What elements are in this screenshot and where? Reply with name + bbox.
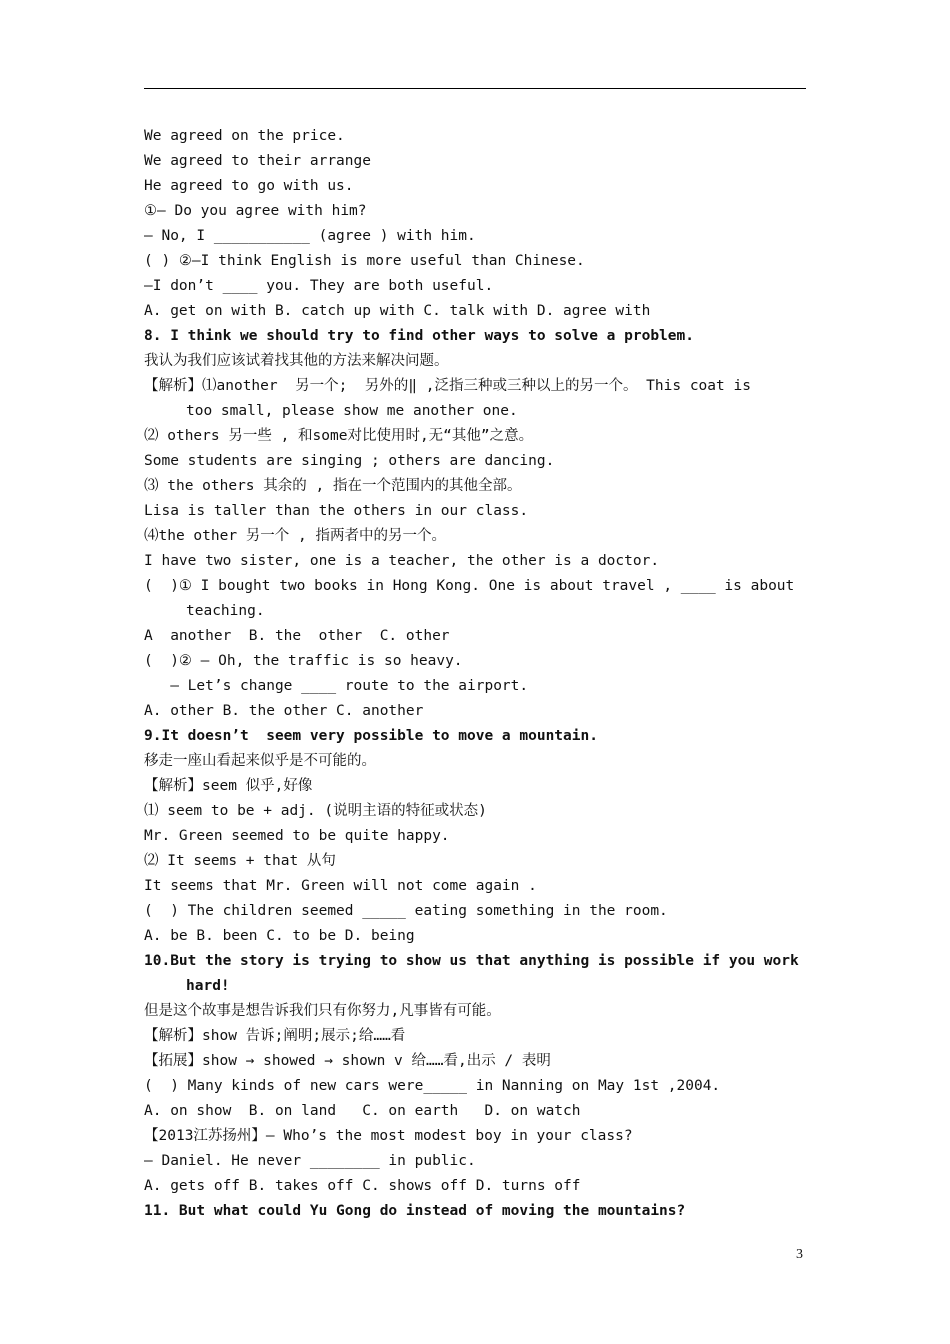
text-line: ⑵ It seems + that 从句: [144, 853, 336, 869]
text-line: We agreed on the price.: [144, 128, 345, 144]
text-line: ⑴ seem to be + adj. (说明主语的特征或状态): [144, 803, 487, 819]
text-line: ⑷the other 另一个 , 指两者中的另一个。: [144, 528, 446, 544]
text-line: — Daniel. He never ________ in public.: [144, 1153, 476, 1169]
section-heading-line: hard!: [186, 978, 230, 994]
text-line: ( )① I bought two books in Hong Kong. One is about travel , ____ is about: [144, 578, 795, 594]
text-line: 【解析】seem 似乎,好像: [144, 778, 313, 794]
text-line: A. other B. the other C. another: [144, 703, 424, 719]
text-line: He agreed to go with us.: [144, 178, 354, 194]
text-line: I have two sister, one is a teacher, the other is a doctor.: [144, 553, 660, 569]
text-line: 移走一座山看起来似乎是不可能的。: [144, 753, 376, 769]
text-line: It seems that Mr. Green will not come again .: [144, 878, 537, 894]
text-line: Mr. Green seemed to be quite happy.: [144, 828, 450, 844]
text-line: A. on show B. on land C. on earth D. on watch: [144, 1103, 581, 1119]
text-line: A. gets off B. takes off C. shows off D. turns off: [144, 1178, 581, 1194]
text-line: 【2013江苏扬州】— Who’s the most modest boy in your class?: [144, 1128, 633, 1144]
page-body: [144, 124, 806, 1224]
text-line: ( ) Many kinds of new cars were_____ in Nanning on May 1st ,2004.: [144, 1078, 721, 1094]
text-line: ( )② — Oh, the traffic is so heavy.: [144, 653, 463, 669]
text-line: teaching.: [186, 603, 265, 619]
page-number: 3: [796, 1247, 803, 1262]
text-line: 【解析】show 告诉;阐明;展示;给……看: [144, 1028, 406, 1044]
section-heading-line: 9.It doesn’t seem very possible to move a mountain.: [144, 728, 598, 744]
text-line: —I don’t ____ you. They are both useful.: [144, 278, 494, 294]
text-line: ①— Do you agree with him?: [144, 203, 367, 219]
text-line: ( ) ②—I think English is more useful than Chinese.: [144, 253, 585, 269]
section-heading-line: 8. I think we should try to find other ways to solve a problem.: [144, 328, 694, 344]
text-line: We agreed to their arrange: [144, 153, 371, 169]
text-line: 但是这个故事是想告诉我们只有你努力,凡事皆有可能。: [144, 1003, 501, 1019]
text-line: A. get on with B. catch up with C. talk with D. agree with: [144, 303, 651, 319]
text-line: 【拓展】show → showed → shown v 给……看,出示 / 表明: [144, 1053, 551, 1069]
header-rule: [144, 88, 806, 89]
text-line: 【解析】⑴another 另一个; 另外的‖ ,泛指三种或三种以上的另一个。 This coat is: [144, 378, 751, 394]
text-line: Lisa is taller than the others in our class.: [144, 503, 529, 519]
text-line: A. be B. been C. to be D. being: [144, 928, 415, 944]
text-line: Some students are singing ; others are dancing.: [144, 453, 555, 469]
text-line: A another B. the other C. other: [144, 628, 450, 644]
section-heading-line: 11. But what could Yu Gong do instead of moving the mountains?: [144, 1203, 686, 1219]
text-line: ( ) The children seemed _____ eating something in the room.: [144, 903, 668, 919]
text-line: — Let’s change ____ route to the airport.: [144, 678, 529, 694]
text-line: ⑶ the others 其余的 , 指在一个范围内的其他全部。: [144, 478, 522, 494]
section-heading-line: 10.But the story is trying to show us that anything is possible if you work: [144, 953, 799, 969]
text-line: 我认为我们应该试着找其他的方法来解决问题。: [144, 353, 449, 369]
text-line: too small, please show me another one.: [186, 403, 518, 419]
text-line: — No, I ___________ (agree ) with him.: [144, 228, 476, 244]
text-line: ⑵ others 另一些 , 和some对比使用时,无“其他”之意。: [144, 428, 534, 444]
